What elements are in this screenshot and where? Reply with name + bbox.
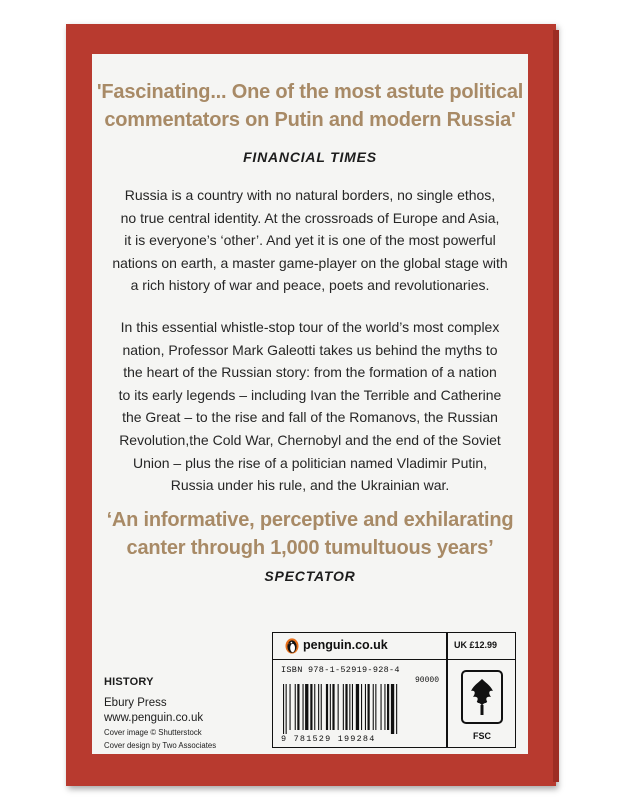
- barcode-bar: [321, 684, 322, 730]
- barcode-bar: [326, 684, 328, 730]
- barcode-bar: [343, 684, 344, 730]
- cover-design-credit: Cover design by Two Associates: [104, 740, 217, 750]
- barcode-bar: [361, 684, 362, 730]
- publisher-website: www.penguin.co.uk: [104, 712, 204, 724]
- barcode-bar: [330, 684, 331, 730]
- price-addon-code: 90000: [415, 676, 440, 685]
- top-review-source: FINANCIAL TIMES: [243, 149, 377, 165]
- description-paragraph-2: [106, 316, 514, 497]
- text-line: to its early legends – including Ivan the Terrible and Catherine: [118, 386, 502, 403]
- barcode-bar: [387, 684, 389, 730]
- top-review-quote: [92, 78, 528, 134]
- fsc-tree-logo-icon: [459, 669, 505, 731]
- publisher-info: [104, 676, 216, 751]
- text-line: a rich history of war and peace, poets and revolutionaries.: [130, 277, 490, 294]
- barcode-bar: [295, 684, 296, 730]
- barcode-bar: [375, 684, 376, 730]
- text-line: Revolution,the Cold War, Chernobyl and the end of the Soviet: [119, 431, 501, 448]
- barcode-bar: [349, 684, 350, 730]
- barcode-bar: [297, 684, 299, 730]
- barcode-bar: [352, 684, 353, 730]
- barcode-divider: [446, 633, 448, 747]
- barcode-bar: [365, 684, 366, 730]
- book-edge: [553, 30, 559, 782]
- barcode-bar: [305, 684, 308, 730]
- quote-line: ‘An informative, perceptive and exhilarating: [106, 509, 514, 531]
- text-line: Union – plus the rise of a politician named Vladimir Putin,: [132, 454, 488, 471]
- barcode-bar: [310, 684, 312, 730]
- barcode-bar: [332, 684, 334, 730]
- publisher-name: Ebury Press: [104, 697, 167, 709]
- text-line: nations on earth, a master game-player on the global stage with: [112, 254, 508, 271]
- cover-image-credit: Cover image © Shutterstock: [104, 728, 202, 737]
- barcode-bar: [286, 684, 287, 734]
- barcode-bar: [338, 684, 339, 730]
- text-line: nation, Professor Mark Galeotti takes us behind the myths to: [122, 341, 498, 358]
- penguin-website: penguin.co.uk: [303, 638, 388, 652]
- text-line: no true central identity. At the crossroads of Europe and Asia,: [120, 209, 500, 226]
- category-label: HISTORY: [104, 676, 154, 688]
- barcode-number: 9 781529 199284: [281, 734, 376, 744]
- quote-line: canter through 1,000 tumultuous years’: [126, 537, 494, 559]
- barcode-bar: [283, 684, 284, 734]
- barcode-bar: [290, 684, 291, 730]
- barcode-bar: [314, 684, 315, 730]
- barcode-bar: [368, 684, 370, 730]
- barcode-bar: [303, 684, 304, 730]
- bottom-review-quote: [92, 506, 528, 562]
- description-paragraph-1: [106, 184, 514, 297]
- quote-line: commentators on Putin and modern Russia': [104, 109, 516, 131]
- barcode-bar: [318, 684, 319, 730]
- quote-line: 'Fascinating... One of the most astute political: [96, 81, 524, 103]
- text-line: the Great – to the rise and fall of the Romanovs, the Russian: [122, 409, 498, 426]
- back-cover-panel: [92, 54, 528, 754]
- barcode-bar: [356, 684, 359, 730]
- text-line: it is everyone’s ‘other’. And yet it is one of the most powerful: [124, 232, 496, 249]
- barcode-bar: [381, 684, 382, 730]
- barcode-bar: [384, 684, 385, 730]
- fsc-label: FSC: [473, 731, 491, 741]
- barcode-bar: [396, 684, 397, 734]
- text-line: Russia is a country with no natural borders, no single ethos,: [124, 187, 496, 203]
- barcode-bar: [391, 684, 394, 734]
- barcode-bar: [345, 684, 347, 730]
- barcode-panel: [272, 632, 516, 748]
- text-line: In this essential whistle-stop tour of the world’s most complex: [120, 319, 500, 335]
- penguin-logo-icon: [285, 638, 299, 654]
- barcode-bars: [281, 684, 441, 734]
- text-line: Russia under his rule, and the Ukrainian war.: [170, 477, 450, 494]
- price-label: UK £12.99: [454, 640, 498, 650]
- text-line: the heart of the Russian story: from the formation of a nation: [123, 364, 497, 381]
- bottom-review-source: SPECTATOR: [264, 568, 356, 584]
- barcode-bar: [373, 684, 374, 730]
- isbn-text: ISBN 978-1-52919-928-4: [281, 665, 400, 675]
